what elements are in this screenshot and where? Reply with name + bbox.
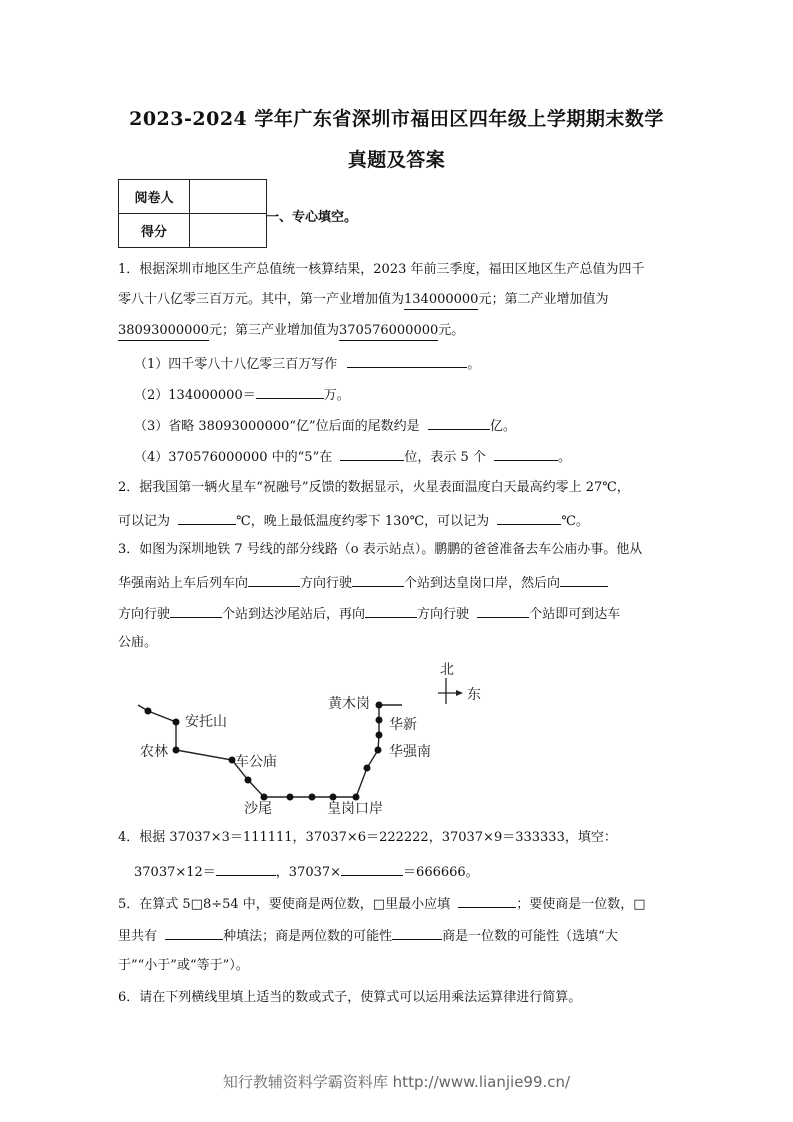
station-huangmugang[interactable] — [376, 702, 383, 709]
q1-sub3-text: （3）省略 38093000000“亿”位后面的尾数约是 — [134, 419, 420, 434]
section-heading: 一、专心填空。 — [266, 210, 358, 225]
q1-sub2-text: （2）134000000＝ — [134, 388, 256, 403]
answer-blank[interactable] — [165, 925, 223, 940]
station-dot[interactable] — [309, 794, 316, 801]
q1-text: 元。 — [438, 323, 465, 338]
q1-sub4-end: 。 — [558, 450, 572, 465]
page-subtitle: 真题及答案 — [347, 149, 446, 171]
footer-watermark: 知行教辅资料学霸资料库 http://www.lianjie99.cn/ — [222, 1073, 571, 1091]
q3-text: 个站即可到达车 — [529, 607, 621, 622]
answer-blank[interactable] — [458, 893, 516, 908]
q5-text: 里共有 — [118, 929, 158, 944]
station-nonglin[interactable] — [173, 747, 180, 754]
q1-line1: 1．根据深圳市地区生产总值统一核算结果，2023 年前三季度，福田区地区生产总值为四千 — [118, 262, 645, 277]
label-huangmugang: 黄木岗 — [328, 696, 370, 712]
q3-text: 个站到达沙尾站后，再向 — [222, 607, 366, 622]
station-dot[interactable] — [287, 794, 294, 801]
label-huaxin: 华新 — [389, 717, 417, 733]
q5-text: 商是一位数的可能性（选填“大 — [442, 929, 618, 944]
label-nonglin: 农林 — [140, 744, 168, 760]
station-dot[interactable] — [353, 794, 360, 801]
label-antuoshan: 安托山 — [185, 714, 227, 730]
q2-text: ℃，晚上最低温度约零下 130℃，可以记为 — [236, 514, 490, 529]
q3-text: 方向行驶 — [300, 576, 353, 591]
score-label: 得分 — [119, 214, 190, 248]
q4-line1: 4．根据 37037×3＝111111，37037×6＝222222，37037×9＝333333，填空： — [118, 830, 617, 845]
q4-line2 — [134, 861, 479, 882]
label-shawei: 沙尾 — [244, 801, 272, 817]
q5-text: ；要使商是一位数，□ — [516, 897, 646, 912]
q1-sub3-end: 亿。 — [489, 419, 516, 434]
station-dot[interactable] — [364, 765, 371, 772]
q5-line3: 于”“小于”或“等于”）。 — [118, 958, 249, 973]
answer-blank[interactable] — [392, 925, 442, 940]
page-title: 2023-2024 学年广东省深圳市福田区四年级上学期期末数学 — [129, 108, 664, 130]
q2-text: 可以记为 — [118, 514, 171, 529]
reviewer-label: 阅卷人 — [119, 180, 190, 214]
q5-line2 — [118, 925, 618, 946]
q1-sub1-text: （1）四千零八十八亿零三百万写作 — [134, 357, 338, 372]
q3-text: 华强南站上车后列车向 — [118, 576, 249, 591]
q1-primary-value: 134000000 — [404, 291, 478, 310]
station-dot[interactable] — [245, 777, 252, 784]
q2-line1: 2．据我国第一辆火星车“祝融号”反馈的数据显示，火星表面温度白天最高约零上 27℃， — [118, 480, 630, 495]
q1-sub2-end: 万。 — [323, 388, 350, 403]
q1-sub4-mid: 位，表示 5 个 — [404, 450, 486, 465]
compass-east-label: 东 — [467, 687, 481, 703]
station-shawei[interactable] — [261, 794, 268, 801]
compass-north-label: 北 — [440, 662, 454, 678]
q3-text: 个站到达皇岗口岸，然后向 — [404, 576, 561, 591]
q1-text: 零八十八亿零三百万元。其中，第一产业增加值为 — [118, 292, 405, 307]
q1-sub1-end: 。 — [467, 357, 481, 372]
station-huaqiangnan[interactable] — [375, 747, 382, 754]
q2-text: ℃。 — [561, 514, 589, 529]
station-antuoshan[interactable] — [173, 719, 180, 726]
q5-text: 种填法；商是两位数的可能性 — [223, 929, 393, 944]
q4-text: ，37037× — [275, 865, 342, 880]
station-dot[interactable] — [376, 732, 383, 739]
q4-text: ＝666666。 — [403, 865, 479, 880]
compass-icon — [438, 662, 481, 704]
q5-text: 5．在算式 5□8÷54 中，要使商是两位数，□里最小应填 — [118, 897, 451, 912]
q4-text: 37037×12＝ — [134, 865, 216, 880]
q3-line1: 3．如图为深圳地铁 7 号线的部分线路（o 表示站点）。鹏鹏的爸爸准备去车公庙办事。他从 — [118, 542, 643, 557]
label-chegongmiao: 车公庙 — [235, 754, 277, 770]
q1-secondary-value: 38093000000 — [118, 322, 209, 341]
q5-line1 — [118, 893, 646, 914]
answer-blank[interactable] — [216, 861, 276, 876]
label-huaqiangnan: 华强南 — [389, 744, 431, 760]
q3-text: 方向行驶 — [118, 607, 171, 622]
q1-sub4-text: （4）370576000000 中的“5”在 — [134, 450, 333, 465]
q3-line4: 公庙。 — [118, 635, 158, 650]
q1-text: 元；第三产业增加值为 — [208, 323, 339, 338]
station-huaxin[interactable] — [376, 717, 383, 724]
answer-blank[interactable] — [341, 861, 403, 876]
q3-text: 方向行驶 — [417, 607, 470, 622]
station-dot[interactable] — [145, 708, 152, 715]
q6-line1: 6．请在下列横线里填上适当的数或式子，使算式可以运用乘法运算律进行简算。 — [118, 990, 582, 1005]
label-huanggangkouan: 皇岗口岸 — [327, 801, 383, 817]
station-huanggangkouan[interactable] — [330, 794, 337, 801]
q1-text: 元；第二产业增加值为 — [478, 292, 609, 307]
q1-tertiary-value: 370576000000 — [339, 322, 438, 341]
